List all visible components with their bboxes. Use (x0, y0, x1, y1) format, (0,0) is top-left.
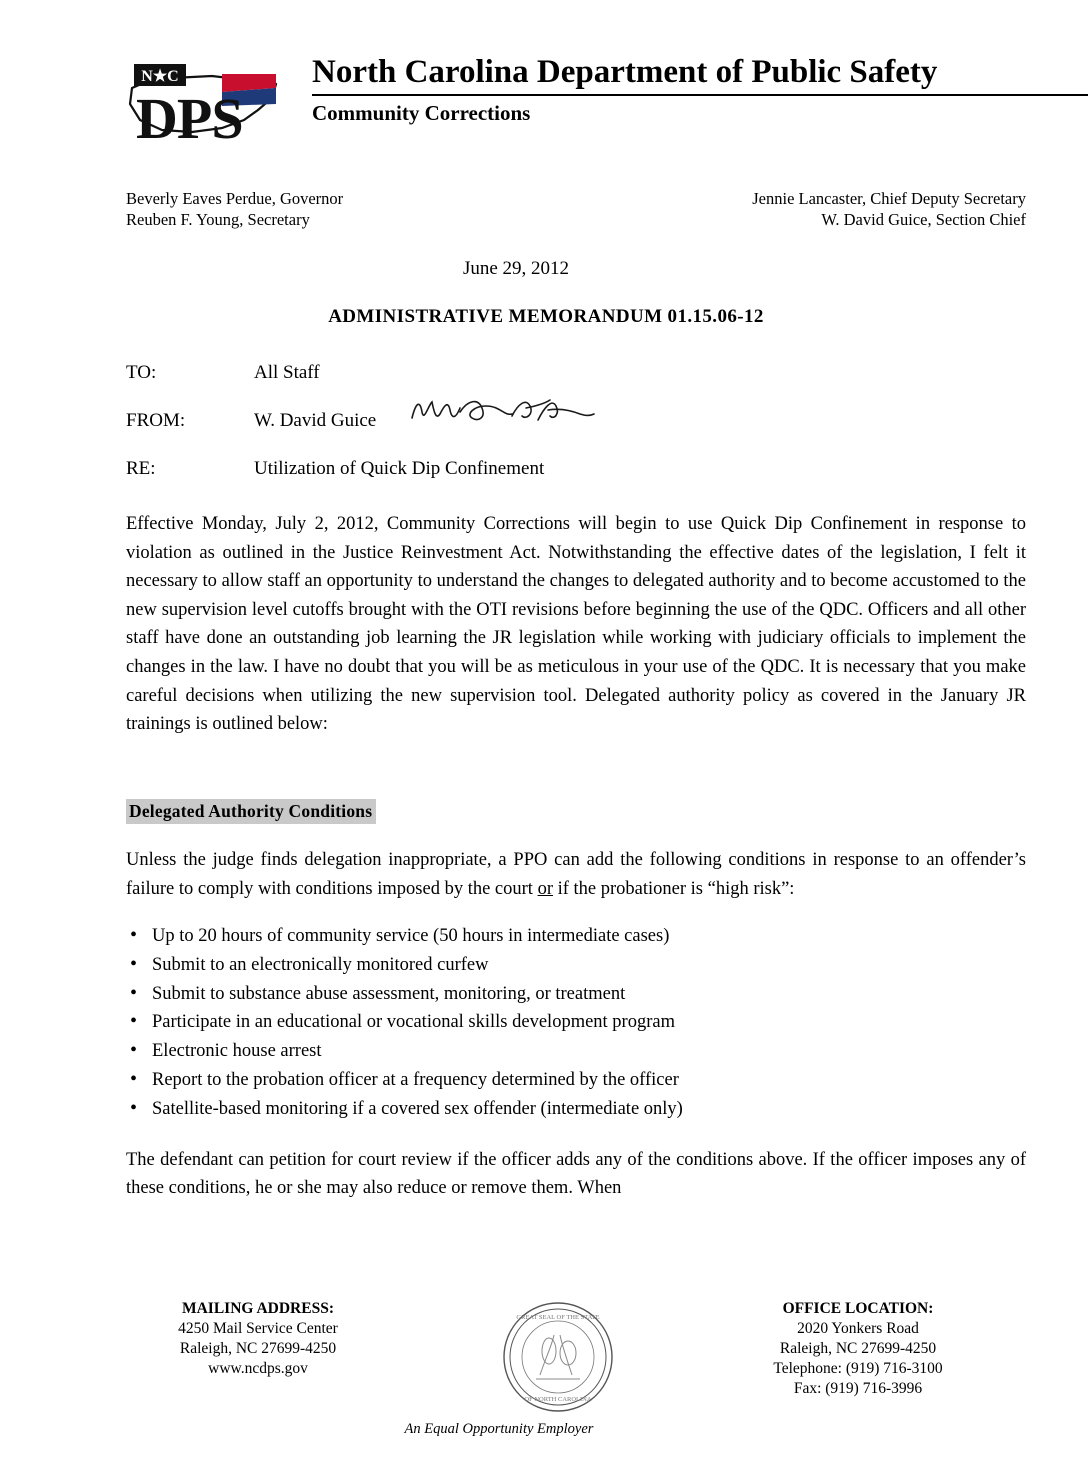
section-chief-line: W. David Guice, Section Chief (821, 210, 1026, 229)
chief-deputy-secretary-line: Jennie Lancaster, Chief Deputy Secretary (752, 189, 1026, 208)
office-location-line: 2020 Yonkers Road (797, 1320, 919, 1337)
section-intro-paragraph (126, 846, 1026, 903)
department-title: North Carolina Department of Public Safety (312, 54, 938, 90)
field-row-to (126, 362, 1026, 384)
list-item: • Participate in an educational or vocational skills development program (126, 1008, 1026, 1037)
mailing-address-block (118, 1299, 398, 1379)
document-body (126, 258, 1026, 1203)
to-label: TO: (126, 362, 157, 383)
re-label: RE: (126, 458, 156, 479)
office-location-block (718, 1299, 998, 1399)
field-row-from (126, 410, 1026, 432)
mailing-address-line: 4250 Mail Service Center (178, 1320, 338, 1337)
header-titles (306, 52, 1026, 126)
list-item: • Submit to substance abuse assessment, monitoring, or treatment (126, 980, 1026, 1009)
office-telephone: Telephone: (919) 716-3100 (773, 1360, 943, 1377)
svg-text:N★C: N★C (141, 68, 179, 85)
svg-text:OF NORTH CAROLINA: OF NORTH CAROLINA (524, 1396, 592, 1403)
from-label: FROM: (126, 410, 186, 431)
office-fax: Fax: (919) 716-3996 (793, 1380, 923, 1397)
state-seal-icon (502, 1301, 614, 1413)
website-link[interactable]: www.ncdps.gov (208, 1360, 308, 1377)
to-value: All Staff (254, 362, 320, 383)
section-heading: Delegated Authority Conditions (126, 799, 376, 824)
memo-title: ADMINISTRATIVE MEMORANDUM 01.15.06-12 (328, 306, 764, 327)
nc-dps-logo-icon (126, 58, 286, 150)
list-item: • Report to the probation officer at a frequency determined by the officer (126, 1066, 1026, 1095)
field-row-re (126, 458, 1026, 480)
office-location-line: Raleigh, NC 27699-4250 (779, 1340, 937, 1357)
equal-opportunity-employer-note: An Equal Opportunity Employer (404, 1421, 594, 1437)
document-footer (0, 1299, 1088, 1438)
conditions-list (126, 922, 1026, 1124)
officials-block (126, 188, 1026, 230)
signature-image (408, 394, 598, 428)
list-item: • Electronic house arrest (126, 1037, 1026, 1066)
closing-paragraph: The defendant can petition for court review if the officer adds any of the conditions above. If the officer imposes any of these conditions, he or she may also reduce or remove them. When (126, 1149, 1026, 1199)
mailing-address-line: Raleigh, NC 27699-4250 (179, 1340, 337, 1357)
section-intro-underlined: or (537, 878, 553, 899)
svg-text:GREAT SEAL OF THE STATE: GREAT SEAL OF THE STATE (516, 1314, 600, 1321)
officials-left (126, 188, 343, 230)
from-value: W. David Guice (254, 410, 377, 431)
memo-date: June 29, 2012 (462, 258, 570, 279)
document-header (0, 52, 1088, 162)
officials-right (752, 188, 1026, 230)
body-paragraph: Effective Monday, July 2, 2012, Community Corrections will begin to use Quick Dip Confinement in response to violation as outlined in the Justice Reinvestment Act. Notwithstanding the effective dates of the legislation, I felt it necessary to allow staff an opportunity to understand the changes to delegated authority and to become accustomed to the new supervision level cutoffs brought with the OTI revisions before beginning the use of the QDC. Officers and all other staff have done an outstanding job learning the JR legislation while working with judiciary officials to implement the changes in the law. I have no doubt that you will be as meticulous in your use of the QDC. It is necessary that you make careful decisions when utilizing the new supervision tool. Delegated authority policy as covered in the January JR trainings is outlined below: (126, 514, 1026, 735)
section-intro-after: if the probationer is “high risk”: (552, 878, 795, 899)
title-divider (312, 94, 1088, 96)
svg-text:DPS: DPS (136, 86, 243, 150)
memo-page (0, 52, 1088, 1460)
section-intro-before: Unless the judge finds delegation inappropriate, a PPO can add the following conditions in response to an offender’s failure to comply with conditions imposed by the court (126, 850, 1026, 899)
footer-columns (0, 1299, 1088, 1413)
governor-line: Beverly Eaves Perdue, Governor (126, 189, 344, 208)
secretary-line: Reuben F. Young, Secretary (126, 210, 310, 229)
list-item: • Submit to an electronically monitored curfew (126, 951, 1026, 980)
division-title: Community Corrections (312, 101, 531, 125)
list-item: • Up to 20 hours of community service (50 hours in intermediate cases) (126, 922, 1026, 951)
office-location-heading: OFFICE LOCATION: (782, 1300, 934, 1317)
list-item: • Satellite-based monitoring if a covered sex offender (intermediate only) (126, 1095, 1026, 1124)
re-value: Utilization of Quick Dip Confinement (254, 458, 545, 479)
mailing-address-heading: MAILING ADDRESS: (181, 1300, 334, 1317)
